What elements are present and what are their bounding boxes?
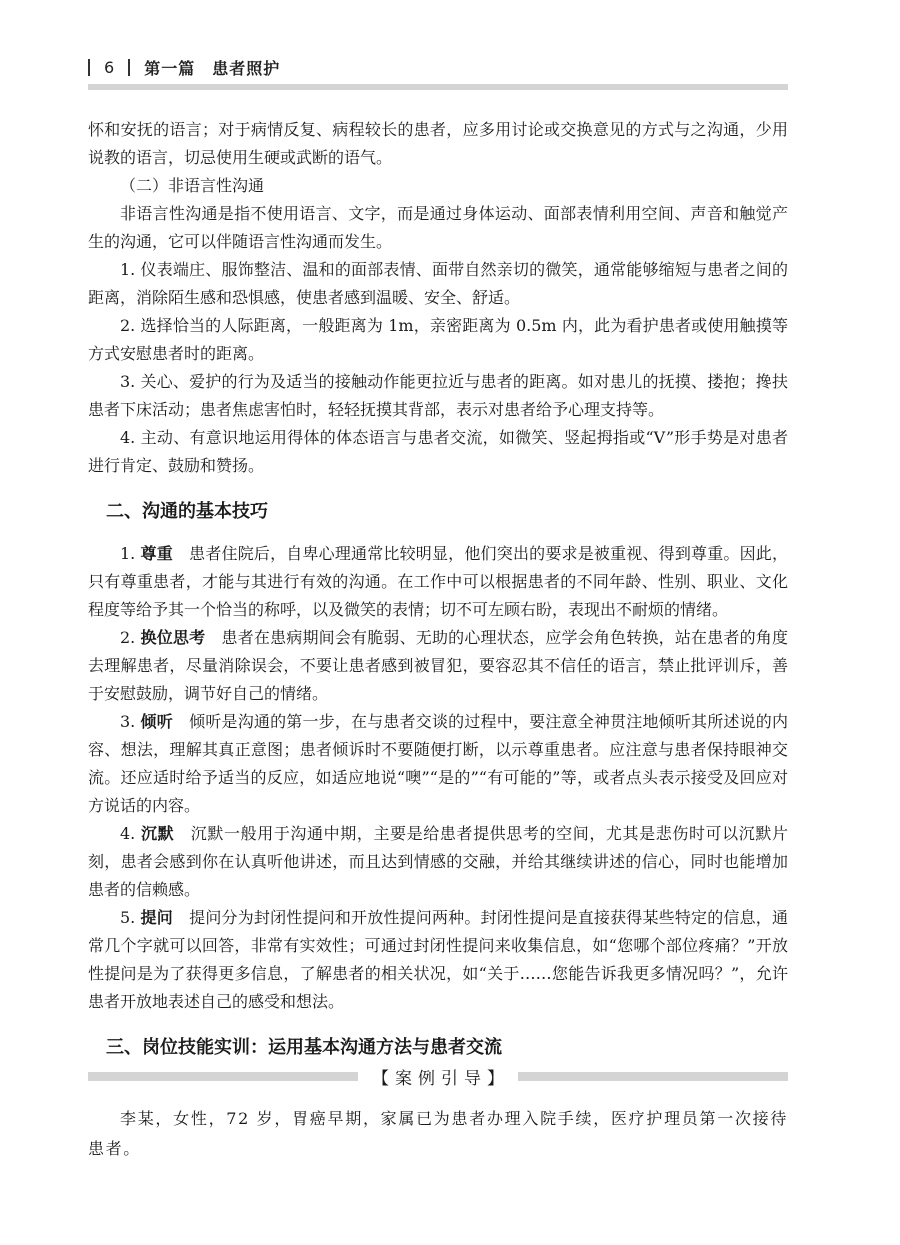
- skill-keyword: 沉默: [140, 824, 175, 843]
- list-item: 4. 主动、有意识地运用得体的体态语言与患者交流，如微笑、竖起拇指或“V”形手势是对患者进行肯定、鼓励和赞扬。: [88, 428, 788, 475]
- case-rule-left: [88, 1072, 358, 1081]
- skill-keyword: 换位思考: [140, 628, 206, 647]
- skill-item: [88, 708, 788, 820]
- case-paragraph: 李某，女性，72 岁，胃癌早期，家属已为患者办理入院手续，医疗护理员第一次接待患者。: [88, 1109, 788, 1158]
- skill-keyword: 尊重: [140, 544, 173, 563]
- skill-keyword: 倾听: [140, 712, 173, 731]
- skill-number: 3.: [120, 712, 136, 731]
- page-number: 6: [104, 57, 115, 77]
- part-title: 第一篇 患者照护: [144, 58, 281, 78]
- subsection-title: （二）非语言性沟通: [120, 176, 265, 195]
- paragraph-intro: 怀和安抚的语言；对于病情反复、病程较长的患者，应多用讨论或交换意见的方式与之沟通，少用说教的语言，切忌使用生硬或武断的语气。: [88, 120, 788, 167]
- case-banner: [88, 1066, 788, 1089]
- paragraph-nonverbal: 非语言性沟通是指不使用语言、文字，而是通过身体运动、面部表情利用空间、声音和触觉产生的沟通，它可以伴随语言性沟通而发生。: [88, 204, 788, 251]
- skill-number: 2.: [120, 628, 136, 647]
- skill-text: 患者住院后，自卑心理通常比较明显，他们突出的要求是被重视、得到尊重。因此，只有尊重患者，才能与其进行有效的沟通。在工作中可以根据患者的不同年龄、性别、职业、文化程度等给予其一个恰当的称呼，以及微笑的表情；切不可左顾右盼，表现出不耐烦的情绪。: [88, 544, 788, 619]
- skill-text: 倾听是沟通的第一步，在与患者交谈的过程中，要注意全神贯注地倾听其所述说的内容、想法，理解其真正意图；患者倾诉时不要随便打断，以示尊重患者。应注意与患者保持眼神交流。还应适时给予适当的反应，如适应地说“噢”“是的”“有可能的”等，或者点头表示接受及回应对方说话的内容。: [88, 712, 788, 815]
- skill-item: [88, 624, 788, 708]
- list-item: 1. 仪表端庄、服饰整洁、温和的面部表情、面带自然亲切的微笑，通常能够缩短与患者之间的距离，消除陌生感和恐惧感，使患者感到温暖、安全、舒适。: [88, 260, 788, 307]
- skill-item: [88, 820, 788, 904]
- skill-text: 提问分为封闭性提问和开放性提问两种。封闭性提问是直接获得某些特定的信息，通常几个字就可以回答，非常有实效性；可通过封闭性提问来收集信息，如“您哪个部位疼痛？”开放性提问是为了获得更多信息，了解患者的相关状况，如“关于……您能告诉我更多情况吗？”，允许患者开放地表述自己的感受和想法。: [88, 908, 788, 1011]
- page-body: [88, 116, 788, 1076]
- skill-number: 4.: [120, 824, 136, 843]
- skill-number: 5.: [120, 908, 136, 927]
- case-label: 【案例引导】: [372, 1068, 510, 1089]
- skill-item: [88, 540, 788, 624]
- header-divider: [88, 59, 90, 76]
- header-divider: [128, 59, 130, 76]
- skill-text: 沉默一般用于沟通中期，主要是给患者提供思考的空间，尤其是悲伤时可以沉默片刻，患者会感到你在认真听他讲述，而且达到情感的交融，并给其继续讲述的信心，同时也能增加患者的信赖感。: [88, 824, 788, 899]
- case-rule-right: [518, 1072, 788, 1081]
- skill-item: [88, 904, 788, 1016]
- skill-number: 1.: [120, 544, 136, 563]
- list-item: 2. 选择恰当的人际距离，一般距离为 1m，亲密距离为 0.5m 内，此为看护患者或使用触摸等方式安慰患者时的距离。: [88, 316, 788, 363]
- header-rule: [88, 84, 788, 90]
- case-text: [88, 1104, 788, 1164]
- list-item: 3. 关心、爱护的行为及适当的接触动作能更拉近与患者的距离。如对患儿的抚摸、搂抱；搀扶患者下床活动；患者焦虑害怕时，轻轻抚摸其背部，表示对患者给予心理支持等。: [88, 372, 788, 419]
- skill-text: 患者在患病期间会有脆弱、无助的心理状态，应学会角色转换，站在患者的角度去理解患者，尽量消除误会，不要让患者感到被冒犯，要容忍其不信任的语言，禁止批评训斥，善于安慰鼓励，调节好自己的情绪。: [88, 628, 788, 703]
- section-heading: 三、岗位技能实训：运用基本沟通方法与患者交流: [106, 1037, 502, 1058]
- skill-keyword: 提问: [140, 908, 173, 927]
- section-heading: 二、沟通的基本技巧: [106, 501, 268, 522]
- page-header: [88, 52, 788, 82]
